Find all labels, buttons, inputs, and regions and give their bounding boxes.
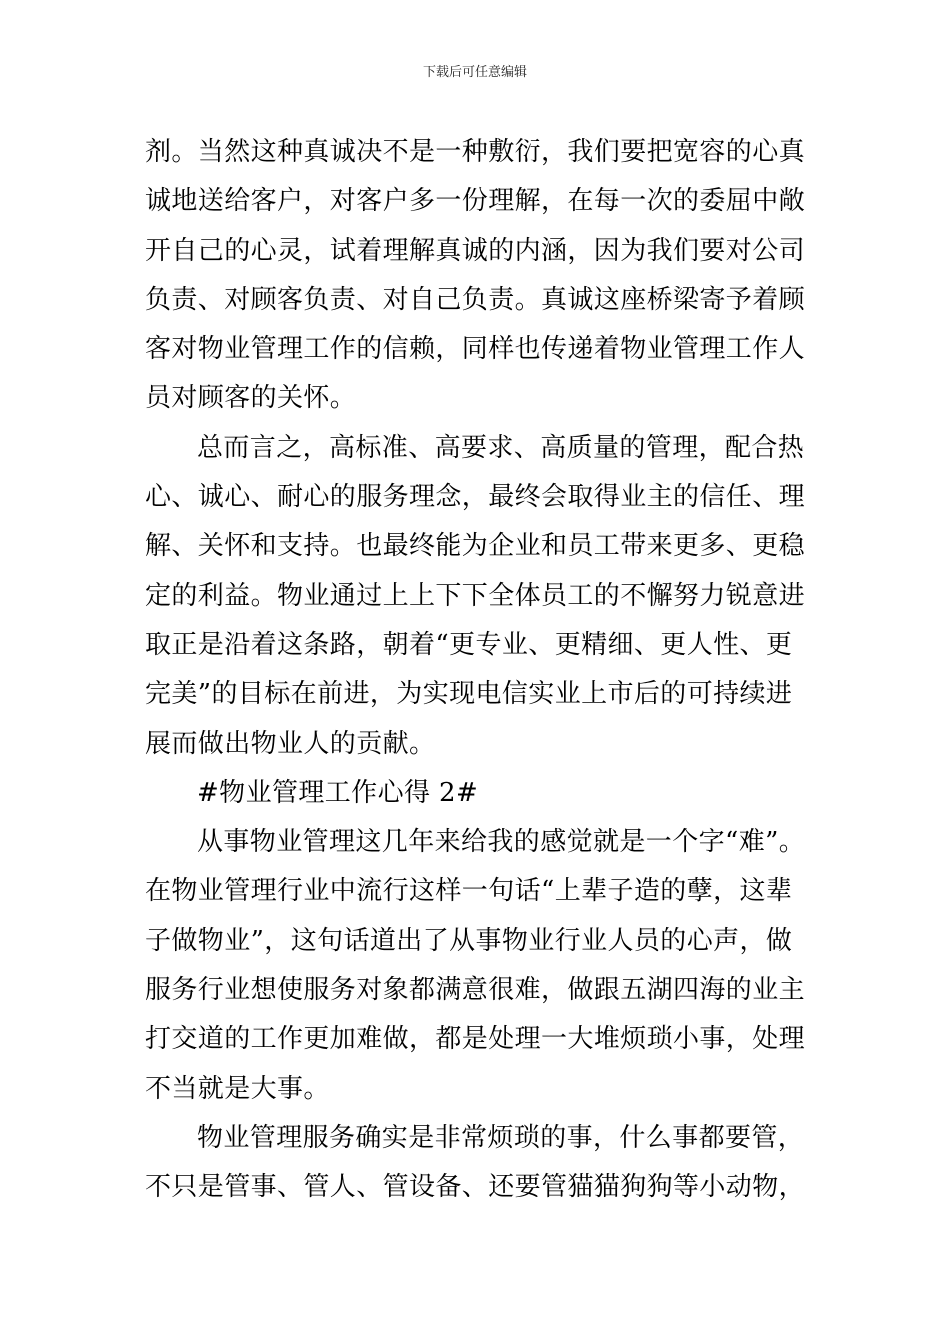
text-line: 定的利益。物业通过上上下下全体员工的不懈努力锐意进: [145, 580, 806, 611]
text-line: 解、关怀和支持。也最终能为企业和员工带来更多、更稳: [145, 531, 806, 562]
text-line: 在物业管理行业中流行这样一句话“上辈子造的孽，这辈: [145, 876, 793, 907]
text-line: 员对顾客的关怀。: [145, 383, 357, 414]
text-line: 打交道的工作更加难做，都是处理一大堆烦琐小事，处理: [145, 1024, 806, 1055]
text-line: 诚地送给客户，对客户多一份理解，在每一次的委屈中敞: [145, 186, 806, 217]
text-line: 心、诚心、耐心的服务理念，最终会取得业主的信任、理: [145, 482, 806, 513]
page-header: 下载后可任意编辑: [422, 65, 527, 80]
text-line: 不当就是大事。: [145, 1073, 330, 1104]
text-line: 负责、对顾客负责、对自己负责。真诚这座桥梁寄予着顾: [145, 284, 806, 315]
text-line: 服务行业想使服务对象都满意很难，做跟五湖四海的业主: [145, 975, 806, 1006]
paragraph-start-line: 从事物业管理这几年来给我的感觉就是一个字“难”。: [197, 827, 806, 858]
text-line: 完美”的目标在前进，为实现电信实业上市后的可持续进: [145, 679, 793, 710]
document-body: [145, 128, 835, 1213]
text-line: 开自己的心灵，试着理解真诚的内涵，因为我们要对公司: [145, 235, 806, 266]
paragraph-start-line: 物业管理服务确实是非常烦琐的事，什么事都要管，: [197, 1122, 805, 1153]
text-line: 不只是管事、管人、管设备、还要管猫猫狗狗等小动物，: [145, 1172, 806, 1203]
text-line: 剂。当然这种真诚决不是一种敷衍，我们要把宽容的心真: [145, 137, 806, 167]
text-line: 取正是沿着这条路，朝着“更专业、更精细、更人性、更: [145, 629, 793, 660]
paragraph-start-line: 总而言之，高标准、高要求、高质量的管理，配合热: [197, 432, 805, 463]
section-heading: #物业管理工作心得 2#: [197, 777, 479, 808]
text-line: 客对物业管理工作的信赖，同样也传递着物业管理工作人: [145, 334, 806, 365]
text-line: 子做物业”，这句话道出了从事物业行业人员的心声，做: [145, 925, 793, 956]
text-line: 展而做出物业人的贡献。: [145, 728, 436, 759]
